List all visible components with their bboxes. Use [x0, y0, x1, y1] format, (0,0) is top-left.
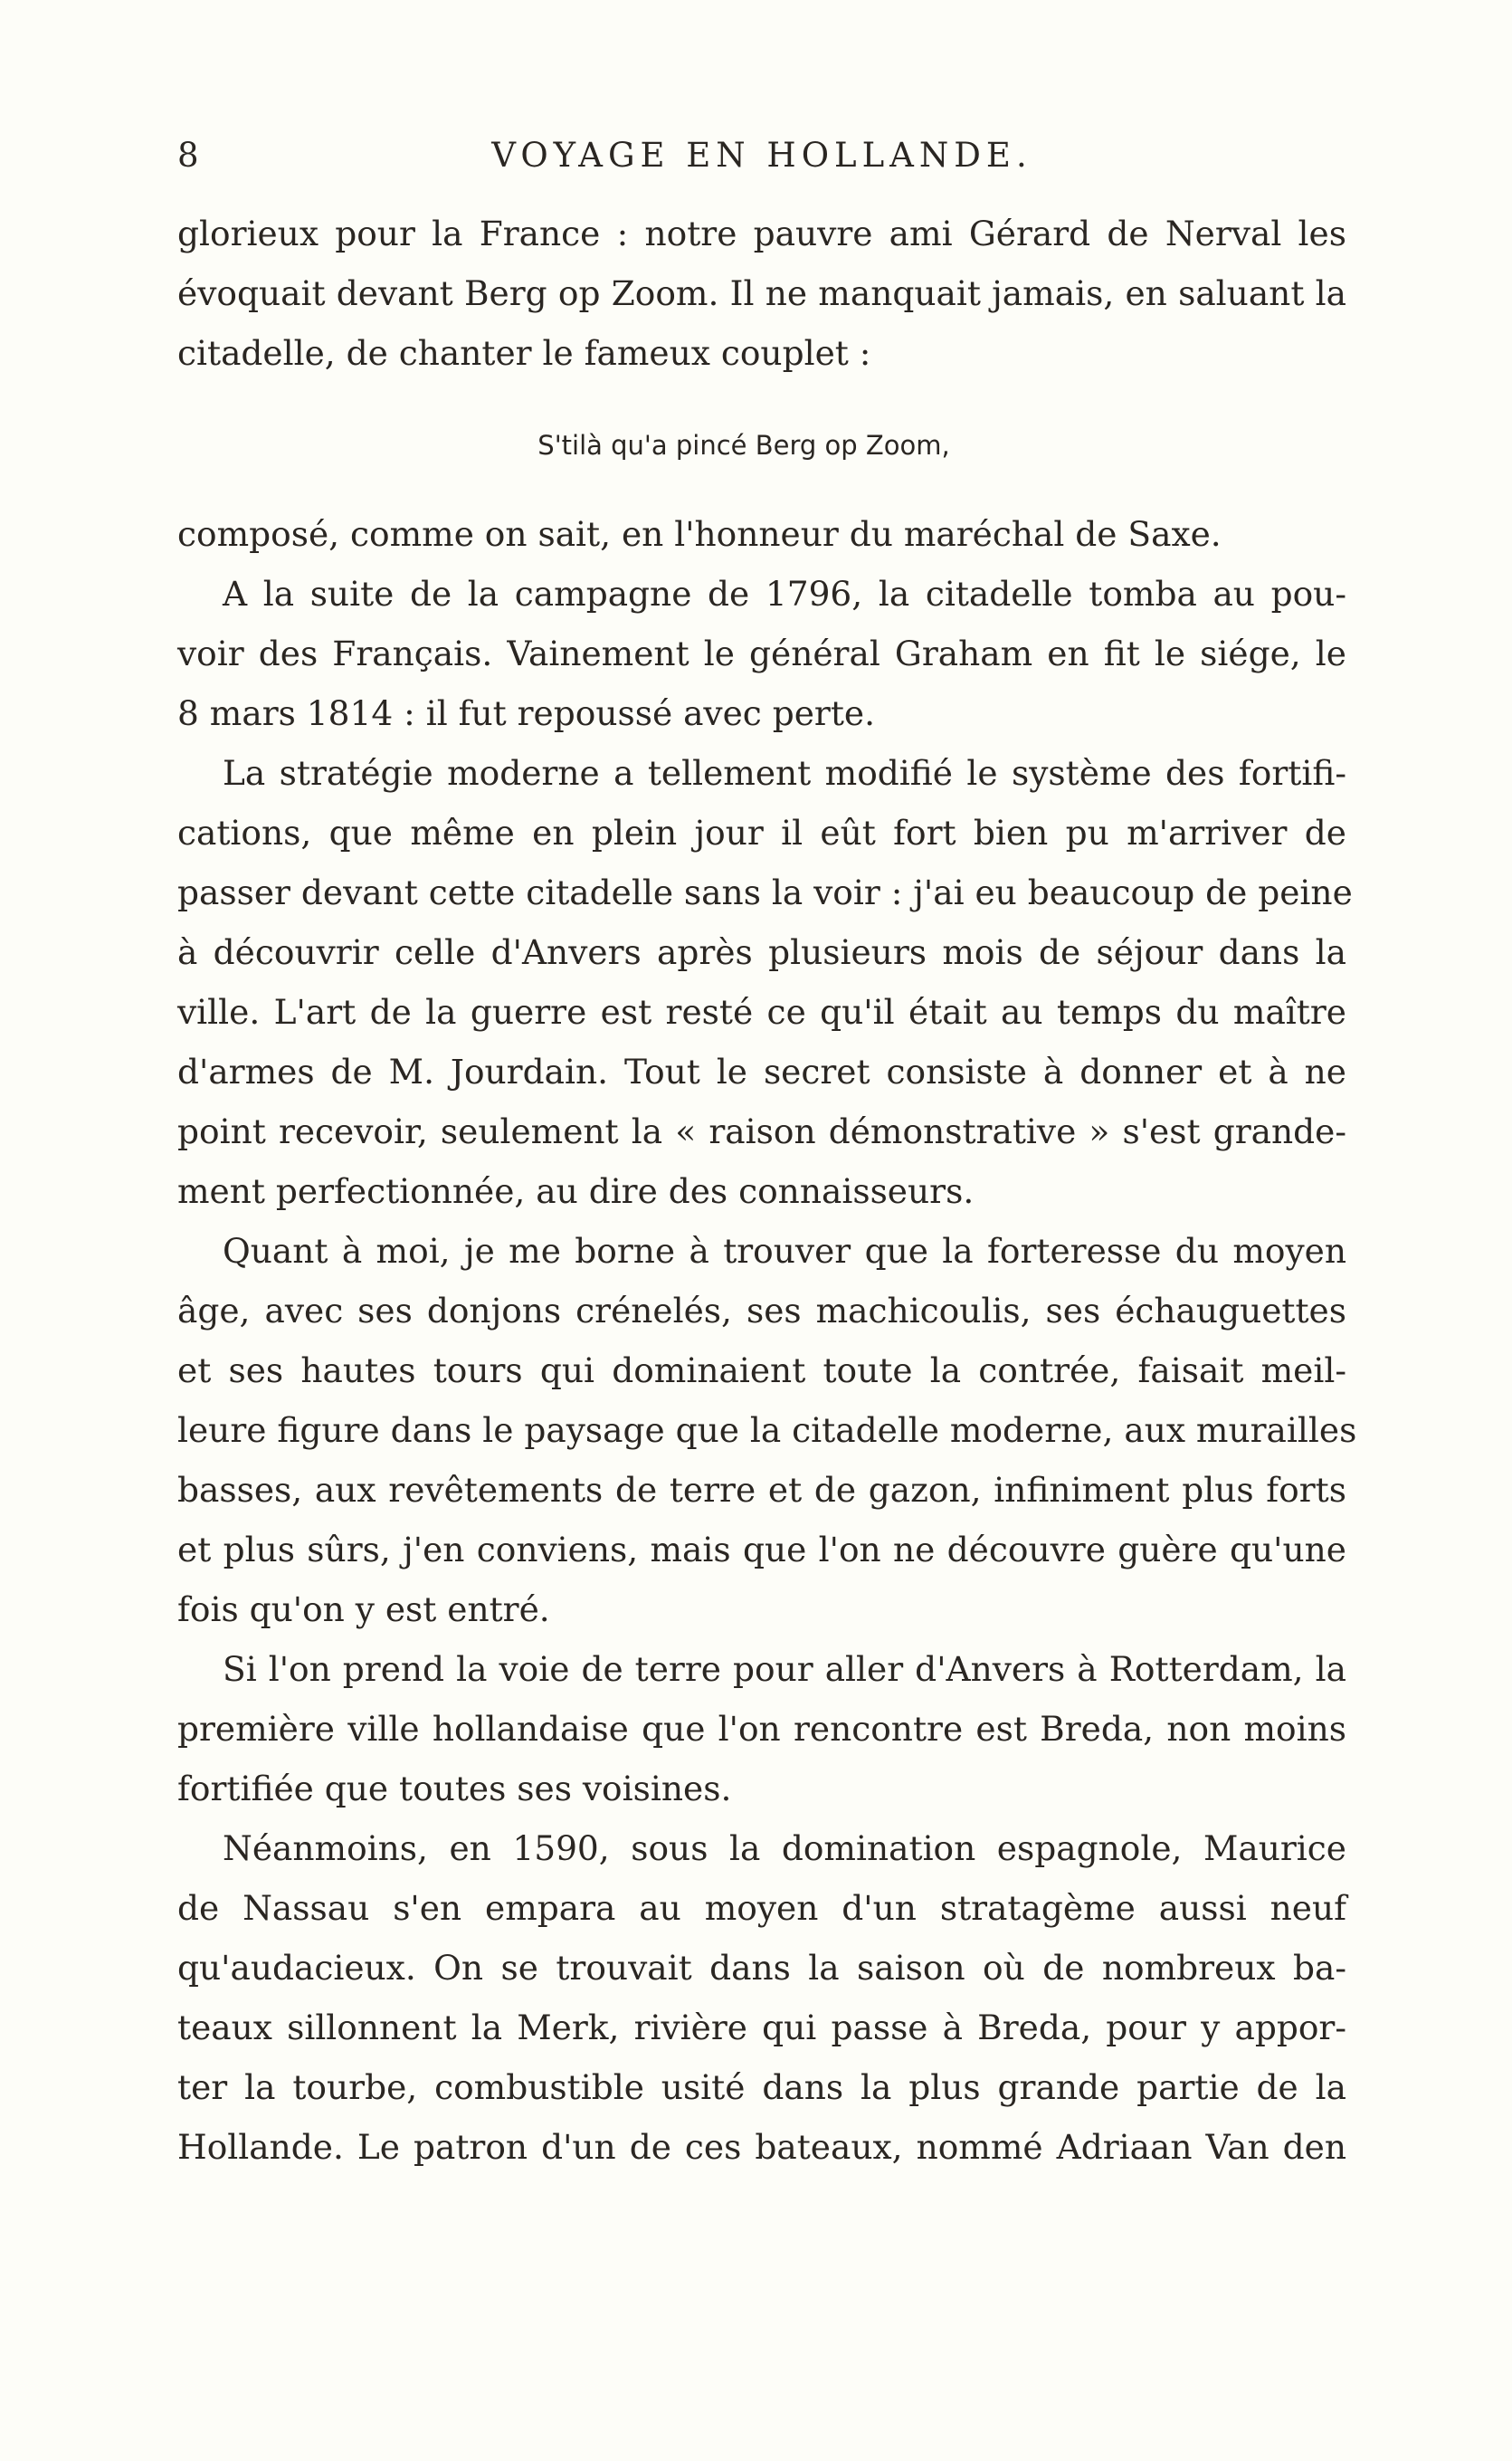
text-line: cations, que même en plein jour il eût fort bien pu m'arriver de	[177, 813, 1346, 853]
text-line: fois qu'on y est entré.	[177, 1589, 550, 1629]
text-line: et ses hautes tours qui dominaient toute la contrée, faisait meil-	[177, 1350, 1346, 1390]
text-line: à découvrir celle d'Anvers après plusieurs mois de séjour dans la	[177, 932, 1346, 972]
paragraph-first-line: Néanmoins, en 1590, sous la domination espagnole, Maurice	[223, 1828, 1346, 1868]
text-line: 8 mars 1814 : il fut repoussé avec perte.	[177, 693, 876, 733]
text-line: citadelle, de chanter le fameux couplet :	[177, 333, 871, 373]
text-line: teaux sillonnent la Merk, rivière qui passe à Breda, pour y appor-	[177, 2008, 1346, 2047]
text-line: fortifiée que toutes ses voisines.	[177, 1769, 732, 1808]
text-line: glorieux pour la France : notre pauvre ami Gérard de Nerval les	[177, 214, 1346, 253]
page-number: 8	[177, 136, 200, 175]
paragraph-first-line: A la suite de la campagne de 1796, la citadelle tomba au pou-	[223, 574, 1346, 614]
text-line: de Nassau s'en empara au moyen d'un stratagème aussi neuf	[177, 1888, 1346, 1928]
text-line: composé, comme on sait, en l'honneur du maréchal de Saxe.	[177, 514, 1222, 554]
text-line: première ville hollandaise que l'on rencontre est Breda, non moins	[177, 1709, 1346, 1749]
paragraph-first-line: Si l'on prend la voie de terre pour aller d'Anvers à Rotterdam, la	[223, 1649, 1346, 1689]
paragraph-first-line: La stratégie moderne a tellement modifié le système des fortifi-	[223, 753, 1346, 793]
text-line: et plus sûrs, j'en conviens, mais que l'on ne découvre guère qu'une	[177, 1530, 1346, 1569]
text-line: ville. L'art de la guerre est resté ce qu'il était au temps du maître	[177, 992, 1346, 1032]
text-line: d'armes de M. Jourdain. Tout le secret consiste à donner et à ne	[177, 1052, 1346, 1092]
body-text	[177, 204, 1357, 2177]
text-line: ter la tourbe, combustible usité dans la plus grande partie de la	[177, 2067, 1346, 2107]
running-title: VOYAGE EN HOLLANDE.	[491, 136, 1032, 175]
verse-quote: S'tilà qu'a pincé Berg op Zoom,	[537, 430, 950, 461]
text-line: Hollande. Le patron d'un de ces bateaux, nommé Adriaan Van den	[177, 2127, 1346, 2167]
text-line: qu'audacieux. On se trouvait dans la saison où de nombreux ba-	[177, 1948, 1346, 1988]
text-line: voir des Français. Vainement le général Graham en fit le siége, le	[177, 634, 1346, 673]
text-line: ment perfectionnée, au dire des connaisseurs.	[177, 1171, 975, 1211]
text-line: âge, avec ses donjons crénelés, ses machicoulis, ses échauguettes	[177, 1291, 1346, 1331]
text-line: leure figure dans le paysage que la citadelle moderne, aux murailles	[177, 1410, 1357, 1450]
text-line: passer devant cette citadelle sans la voir : j'ai eu beaucoup de peine	[177, 873, 1353, 912]
page-header	[177, 136, 1346, 190]
paragraph-first-line: Quant à moi, je me borne à trouver que la forteresse du moyen	[223, 1231, 1346, 1271]
text-line: basses, aux revêtements de terre et de gazon, infiniment plus forts	[177, 1470, 1346, 1510]
text-line: évoquait devant Berg op Zoom. Il ne manquait jamais, en saluant la	[177, 273, 1346, 313]
text-line: point recevoir, seulement la « raison démonstrative » s'est grande-	[177, 1111, 1346, 1151]
